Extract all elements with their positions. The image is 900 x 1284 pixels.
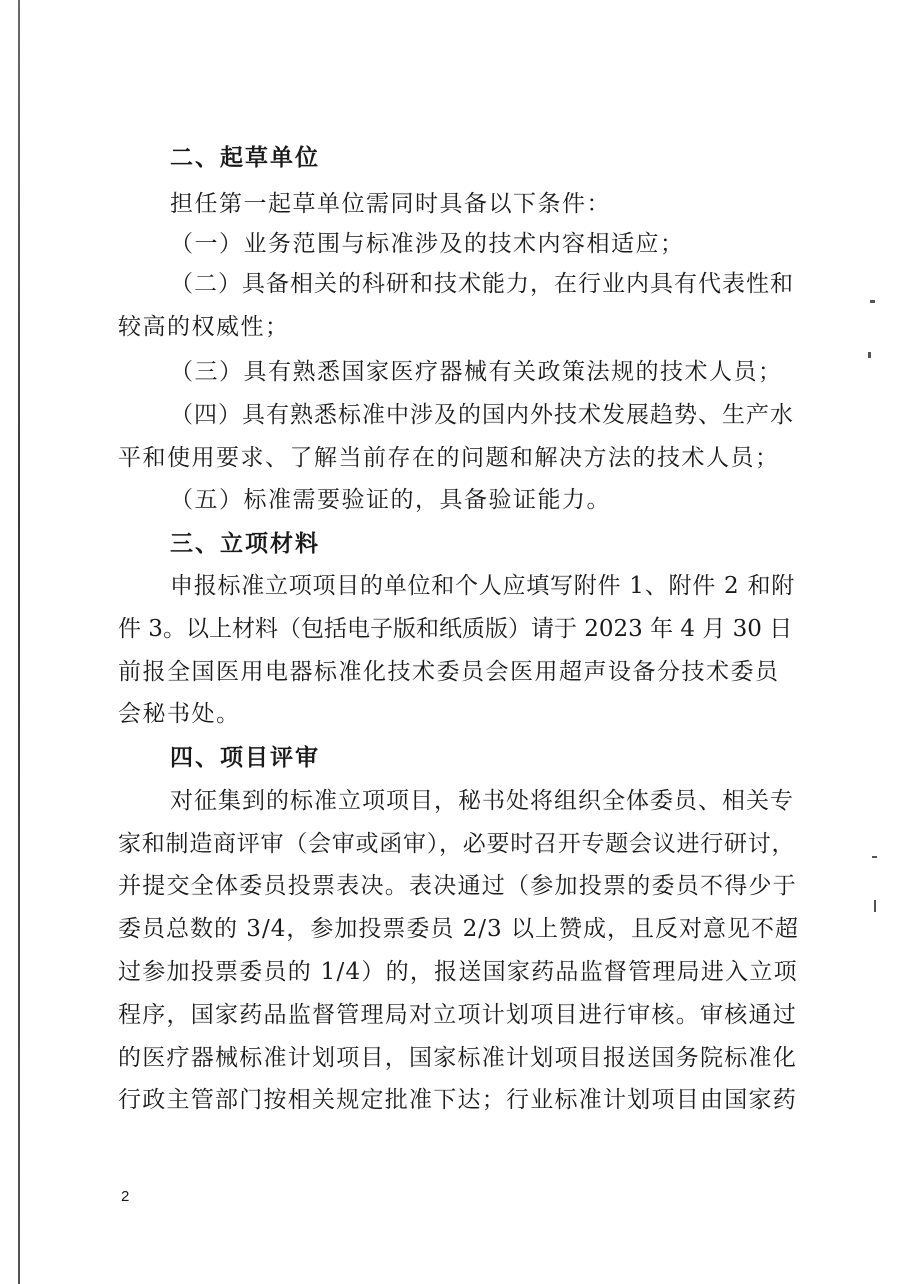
scan-speck bbox=[874, 900, 876, 912]
page-number: 2 bbox=[121, 1188, 130, 1205]
scan-speck bbox=[872, 856, 877, 858]
review-paragraph-line: 对征集到的标准立项项目，秘书处将组织全体委员、相关专 bbox=[170, 788, 794, 814]
drafter-condition-1: （一）业务范围与标准涉及的技术内容相适应； bbox=[170, 231, 685, 257]
scan-speck bbox=[868, 352, 871, 358]
scan-speck bbox=[870, 300, 875, 303]
review-paragraph-line: 过参加投票委员的 1/4）的，报送国家药品监督管理局进入立项 bbox=[118, 959, 798, 985]
section-heading-drafter: 二、起草单位 bbox=[170, 144, 320, 171]
drafter-condition-2-line-1: （二）具备相关的科研和技术能力，在行业内具有代表性和 bbox=[170, 271, 794, 297]
review-paragraph-line: 程序，国家药品监督管理局对立项计划项目进行审核。审核通过 bbox=[118, 1002, 797, 1028]
drafter-condition-2-line-2: 较高的权威性； bbox=[118, 314, 290, 340]
review-paragraph-line: 并提交全体委员投票表决。表决通过（参加投票的委员不得少于 bbox=[118, 873, 797, 899]
section-heading-review: 四、项目评审 bbox=[170, 744, 320, 771]
section-heading-materials: 三、立项材料 bbox=[170, 530, 320, 557]
review-paragraph-line: 的医疗器械标准计划项目，国家标准计划项目报送国务院标准化 bbox=[118, 1045, 797, 1071]
materials-paragraph-line: 会秘书处。 bbox=[118, 701, 241, 727]
drafter-condition-3: （三）具有熟悉国家医疗器械有关政策法规的技术人员； bbox=[170, 359, 783, 385]
drafter-condition-4-line-2: 平和使用要求、了解当前存在的问题和解决方法的技术人员； bbox=[118, 445, 780, 471]
materials-paragraph-line: 件 3。以上材料（包括电子版和纸质版）请于 2023 年 4 月 30 日 bbox=[118, 616, 793, 642]
review-paragraph-line: 行政主管部门按相关规定批准下达；行业标准计划项目由国家药 bbox=[118, 1087, 797, 1113]
drafter-intro: 担任第一起草单位需同时具备以下条件： bbox=[170, 191, 611, 217]
review-paragraph-line: 家和制造商评审（会审或函审），必要时召开专题会议进行研讨， bbox=[118, 831, 796, 857]
drafter-condition-4-line-1: （四）具有熟悉标准中涉及的国内外技术发展趋势、生产水 bbox=[170, 402, 794, 428]
scan-left-edge bbox=[18, 0, 20, 1284]
review-paragraph-line: 委员总数的 3/4，参加投票委员 2/3 以上赞成，且反对意见不超 bbox=[118, 916, 799, 942]
materials-paragraph-line: 申报标准立项项目的单位和个人应填写附件 1、附件 2 和附 bbox=[170, 573, 795, 599]
drafter-condition-5: （五）标准需要验证的，具备验证能力。 bbox=[170, 487, 611, 513]
materials-paragraph-line: 前报全国医用电器标准化技术委员会医用超声设备分技术委员 bbox=[118, 659, 780, 685]
